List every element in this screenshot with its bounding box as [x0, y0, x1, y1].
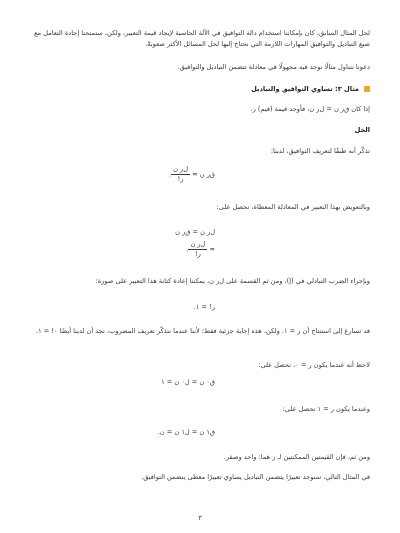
- step-6-text: وعندما يكون ر = ١ نحصل على:: [282, 405, 370, 413]
- intro-paragraph-2: دعونا نتناول مثالًا نوجد فيه مجهولًا في معادلة تتضمن التباديل والتوافيق.: [177, 63, 370, 71]
- eq2b-lhs: =: [209, 245, 215, 254]
- eq1-denominator: ر!: [177, 175, 184, 183]
- problem-statement: إذا كان ق‌ر ن = ل‌ر ن، فأوجد قيمة (قيم) ر.: [250, 105, 370, 113]
- eq2b-tail: .: [186, 245, 189, 254]
- step-8-text: في المثال التالي، سنوجد تعبيرًا يتضمن التباديل يساوي تعبيرًا معطى يتضمن التوافيق.: [141, 473, 370, 481]
- eq2b-numerator: ل‌ر ن: [190, 240, 206, 248]
- equation-5: ق١ ن = ل١ ن = ن.: [157, 428, 215, 436]
- example-heading: [30, 84, 370, 95]
- equation-1: [169, 165, 215, 184]
- orange-square-icon: [364, 86, 370, 92]
- equation-2a: ل‌ر ن = ق‌ر ن: [175, 228, 215, 236]
- step-5-text: لاحظ أنه عندما يكون ر = ٠، نحصل على:: [258, 361, 370, 369]
- eq1-fraction: [171, 165, 190, 184]
- step-1-text: تذكّر أنه طبقًا لتعريف التوافيق، لدينا:: [270, 147, 370, 155]
- intro-paragraph: لحل المثال السابق، كان بإمكاننا استخدام دالة التوافيق في الآلة الحاسبة لإيجاد قيمة التعبير، ولكن، ستمنحنا إجادة التعامل مع صيغ التباديل والتوافيق المهارات اللازمة التي نحتاج إليها لحل المسائل الأكثر صعوبةً.: [34, 29, 370, 48]
- equation-2b: [186, 240, 215, 259]
- step-4-text: قد تسارع إلى استنتاج أن ر = ١. ولكن، هذه إجابة جزئية فقط؛ لأننا عندما نتذكّر تعريف المضروب، نجد أن لدينا أيضًا ٠! = ١.: [35, 327, 370, 335]
- solution-heading: الحل: [354, 126, 370, 134]
- example-heading-text: مثال ٣: تساوي التوافيق والتباديل: [251, 85, 359, 93]
- equation-4: ق٠ ن = ل٠ ن = ١: [161, 378, 215, 386]
- eq2b-denominator: ر!: [194, 250, 201, 258]
- step-7-text: ومن ثم، فإن القيمتين الممكنتين لـ ر هما: واحد وصفر.: [223, 453, 370, 461]
- eq1-lhs: ق‌ر ن =: [192, 170, 215, 179]
- eq1-tail: .: [169, 170, 172, 179]
- eq1-numerator: ل‌ر ن: [173, 165, 189, 173]
- step-3-text: وبإجراء الضرب التبادلي في (إ)، ومن ثم القسمة على ل‌ر ن، يمكننا إعادة كتابة هذا التعبير على صورة:: [95, 277, 370, 285]
- eq2b-fraction: [188, 240, 207, 259]
- equation-3: ر! = ١.: [193, 303, 215, 311]
- page-number: ٣: [198, 514, 202, 522]
- step-2-text: وبالتعويض بهذا التعبير في المعادلة المعطاة، نحصل على:: [216, 203, 370, 211]
